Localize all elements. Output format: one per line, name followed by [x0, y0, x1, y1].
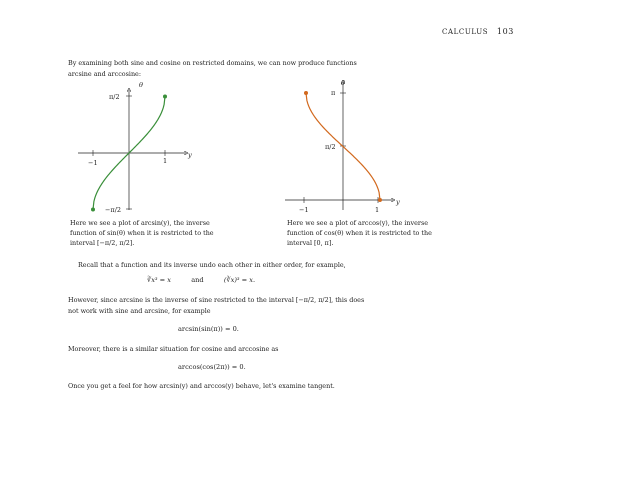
arccos-tick-top: π [331, 89, 336, 97]
however-paragraph: However, since arcsine is the inverse of sine restricted to the interval [−π/2, π/2], this does not work with sine and arcsine, for example [68, 296, 365, 315]
arccos-end-point [378, 198, 382, 202]
moreover-paragraph: Moreover, there is a similar situation for cosine and arccosine as [68, 345, 279, 353]
arcsin-end-point [163, 95, 167, 99]
equation-1 [147, 276, 255, 284]
arcsin-theta-label: θ [139, 81, 143, 89]
arccos-tick-right: 1 [375, 206, 380, 214]
arccos-theta-label: θ [341, 79, 345, 87]
arcsin-tick-right: 1 [163, 157, 168, 165]
arcsin-y-label: y [188, 151, 192, 159]
arcsin-tick-left: −1 [88, 159, 98, 167]
arcsin-plot [68, 78, 198, 218]
recall-paragraph: Recall that a function and its inverse undo each other in either order, for example, [78, 261, 346, 269]
page-number: 103 [496, 27, 514, 36]
arccos-caption: Here we see a plot of arccos(y), the inverse function of cos(θ) when it is restricted to the interval [0, π]. [287, 219, 432, 247]
arccos-start-point [304, 91, 308, 95]
arcsin-tick-top: π/2 [109, 93, 120, 101]
equation-2: arcsin(sin(π)) = 0. [178, 325, 239, 333]
eq1-and: and [191, 276, 204, 284]
equation-3: arccos(cos(2π)) = 0. [178, 363, 246, 371]
arcsin-tick-bottom: −π/2 [105, 206, 122, 214]
once-paragraph: Once you get a feel for how arcsin(y) and arccos(y) behave, let's examine tangent. [68, 382, 335, 390]
arccos-tick-mid: π/2 [325, 143, 336, 151]
arcsin-caption: Here we see a plot of arcsin(y), the inverse function of sin(θ) when it is restricted to the interval [−π/2, π/2]. [70, 219, 214, 247]
arccos-tick-left: −1 [299, 206, 309, 214]
running-header [442, 27, 514, 36]
arccos-plot [285, 76, 420, 216]
eq1-left: ∛x³ = x [147, 276, 171, 284]
section-title: CALCULUS [442, 28, 489, 36]
eq1-right: (∛x)³ = x. [223, 276, 256, 284]
arcsin-start-point [91, 208, 95, 212]
intro-paragraph: By examining both sine and cosine on restricted domains, we can now produce functions arcsine and arccosine: [68, 59, 357, 78]
arccos-y-label: y [396, 198, 400, 206]
